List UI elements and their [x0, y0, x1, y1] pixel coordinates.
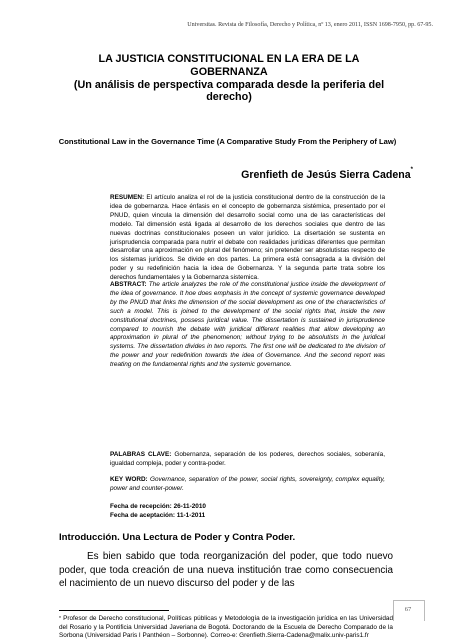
keyword-label: KEY WORD: — [110, 476, 148, 483]
author-name-text: Grenfieth de Jesús Sierra Cadena — [241, 169, 411, 181]
author-name — [241, 169, 413, 181]
resumen-label: RESUMEN: — [110, 194, 145, 201]
keyword-block — [110, 476, 385, 494]
running-head: Universitas. Revista de Filosofía, Derecho y Política, nº 13, enero 2011, ISSN 1698-7950, pp. 67-95. — [187, 22, 433, 28]
article-title — [64, 53, 394, 104]
accepted-date: 11-1-2011 — [176, 511, 206, 519]
received-date-row — [110, 503, 206, 512]
footnote-divider — [59, 610, 169, 611]
abstract-label: ABSTRACT: — [110, 281, 147, 288]
footnote-mark: * — [59, 616, 61, 622]
dates-block — [110, 503, 206, 521]
title-line-1: LA JUSTICIA CONSTITUCIONAL EN LA ERA DE LA GOBERNANZA — [98, 53, 360, 78]
palabras-clave-text: Gobernanza, separación de los poderes, derechos sociales, soberanía, igualdad compleja, poder y contra-poder. — [110, 451, 385, 467]
received-label: Fecha de recepción: — [110, 503, 172, 510]
footnote-text: Profesor de Derecho constitucional, Políticas públicas y Metodología de la investigación jurídica en las Universidad del Rosario y la Pontificia Universidad Javeriana de Bogotá. Doctorando de la Escuela de Derecho Comparado de la Sorbona (Universidad Paris I Panthéon – Sorbonne). Correo-e: Grenfieth.Sierra-Cadena@malix.univ-paris1.fr — [59, 615, 394, 639]
section-heading: Introducción. Una Lectura de Poder y Contra Poder. — [59, 532, 296, 543]
resumen-text: El artículo analiza el rol de la justicia constitucional dentro de la construcción de la idea de gobernanza. Hace énfasis en el concepto de gobernanza sistémica, presentado por el PNUD, quien vincula la dimensión del desarrollo social como una de las características del modelo. Tal dimensión está ligada al desarrollo de los derechos sociales que dentro de las nuevas doctrinas constitucionales poseen un valor jurídico. La disertación se sustenta en jurisprudencia comparada para nutrir el debate con realidades jurídicas diferentes que permitan desarrollar una aproximación en plural del fenómeno; sin pretender ser absolutistas respecto de los sistemas jurídicos. Se divide en dos partes. La primera está consagrada a la división del poder y su redefinición hacia la idea de Gobernanza. Y la segunda parte trata sobre los derechos fundamentales y la Gobernanza sistemica. — [110, 194, 385, 282]
english-title: Constitutional Law in the Governance Time (A Comparative Study From the Periphery of Law) — [58, 137, 397, 146]
abstract-block — [110, 281, 385, 370]
received-date: 26-11-2010 — [173, 503, 206, 510]
abstract-text: The article analyzes the role of the constitutional justice inside the development of the idea of governance. It hoe does emphasis in the concept of systemic governance developed by the PNUD that links the dimension of the social development as one of the characteristics of such a model. This is joined to the development of the social rights that, inside the new constitutional doctrines, possess juridical value. The dissertation is sustained in jurisprudence compared to nourish the debate with juridical different realities that allow developing an approximation in plural of the phenomenon; without trying to be absolutists in the juridical systems. The dissertation divides in two reports. The first one will be dedicated to the division of the power and your redefinition towards the idea of Governance. And the second report was treating on the fundamental rights and the systemic governance. — [110, 281, 386, 369]
palabras-clave-label: PALABRAS CLAVE: — [110, 451, 172, 458]
author-footnote-mark[interactable]: * — [410, 167, 413, 173]
title-line-2: (Un análisis de perspectiva comparada desde la periferia del derecho) — [73, 78, 385, 104]
keyword-text: Governance, separation of the power, social rights, sovereignty, complex equality, power and counter-power. — [110, 476, 385, 492]
palabras-clave-block — [110, 451, 385, 469]
page-number: 67 — [404, 606, 412, 613]
body-paragraph-text: Es bien sabido que toda reorganización del poder, que todo nuevo poder, que toda creación de una nueva institución trae como consecuencia el nacimiento de un nuevo discurso del poder y de las — [59, 551, 393, 590]
accepted-date-row — [110, 512, 206, 521]
body-paragraph — [59, 550, 393, 591]
resumen-block — [110, 194, 385, 283]
footnote — [59, 615, 393, 641]
accepted-label: Fecha de aceptación: — [110, 511, 175, 519]
